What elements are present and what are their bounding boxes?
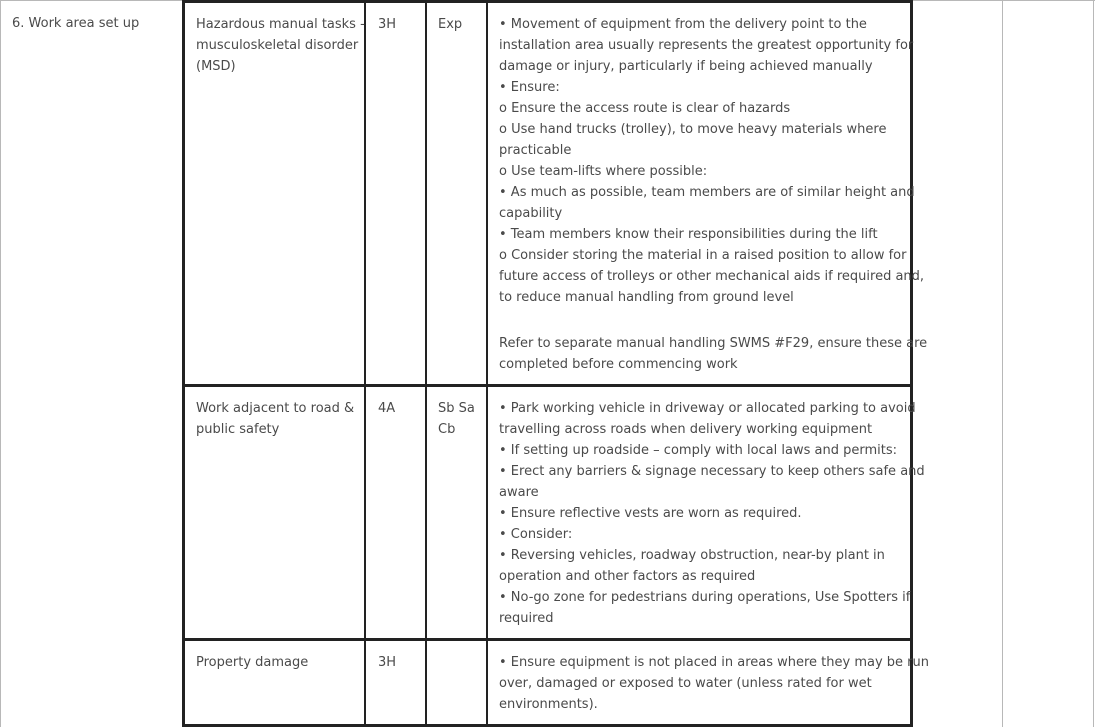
- control-line: o Consider storing the material in a raised position to allow for: [499, 248, 907, 263]
- people-code: Cb: [438, 422, 456, 437]
- control-line: • If setting up roadside – comply with local laws and permits:: [499, 443, 897, 458]
- activity-label: 6. Work area set up: [12, 16, 140, 31]
- control-line: • Ensure equipment is not placed in areas where they may be run: [499, 655, 929, 670]
- row-border-2: [182, 638, 913, 641]
- people-cell: [438, 398, 475, 440]
- risk-cell: [378, 652, 396, 673]
- control-line: practicable: [499, 143, 572, 158]
- hazard-text: Property damage: [196, 655, 309, 670]
- control-line: o Use team-lifts where possible:: [499, 164, 708, 179]
- table-border-right: [1093, 0, 1094, 727]
- table-border-left: [0, 0, 1, 727]
- row-border-top: [182, 0, 913, 3]
- controls-cell: [499, 14, 924, 308]
- risk-rating: 3H: [378, 655, 397, 670]
- control-line: • Reversing vehicles, roadway obstruction, near-by plant in: [499, 548, 885, 563]
- controls-cell: [499, 398, 925, 629]
- control-line: environments).: [499, 697, 598, 712]
- control-line: to reduce manual handling from ground level: [499, 290, 794, 305]
- control-line: • No-go zone for pedestrians during operations, Use Spotters if: [499, 590, 911, 605]
- row-border-1: [182, 384, 913, 387]
- hazard-text: Work adjacent to road &: [196, 401, 355, 416]
- risk-cell: [378, 398, 395, 419]
- hazard-text: musculoskeletal disorder: [196, 38, 359, 53]
- hazard-cell: [196, 398, 354, 440]
- note-line: completed before commencing work: [499, 357, 738, 372]
- block-border-left: [182, 0, 185, 727]
- hazard-text: (MSD): [196, 59, 236, 74]
- control-line: • Erect any barriers & signage necessary to keep others safe and: [499, 464, 925, 479]
- risk-rating: 4A: [378, 401, 396, 416]
- control-line: required: [499, 611, 554, 626]
- control-line: operation and other factors as required: [499, 569, 756, 584]
- risk-rating: 3H: [378, 17, 397, 32]
- control-line: over, damaged or exposed to water (unless rated for wet: [499, 676, 872, 691]
- hazard-text: Hazardous manual tasks -: [196, 17, 365, 32]
- column-divider-people: [486, 0, 488, 727]
- control-line: installation area usually represents the greatest opportunity for: [499, 38, 914, 53]
- control-line: • Ensure reflective vests are worn as required.: [499, 506, 802, 521]
- people-cell: [438, 14, 462, 35]
- note-line: Refer to separate manual handling SWMS #F29, ensure these are: [499, 336, 928, 351]
- control-line: o Ensure the access route is clear of hazards: [499, 101, 791, 116]
- column-divider-hazard: [364, 0, 366, 727]
- control-line: aware: [499, 485, 539, 500]
- hazard-text: public safety: [196, 422, 280, 437]
- people-code: Exp: [438, 17, 463, 32]
- control-line: • Ensure:: [499, 80, 560, 95]
- control-line: • Consider:: [499, 527, 573, 542]
- control-line: • Team members know their responsibilities during the lift: [499, 227, 878, 242]
- column-divider: [1002, 0, 1003, 727]
- control-line: • Movement of equipment from the delivery point to the: [499, 17, 867, 32]
- people-code: Sb Sa: [438, 401, 475, 416]
- control-line: future access of trolleys or other mechanical aids if required and,: [499, 269, 925, 284]
- control-line: • Park working vehicle in driveway or allocated parking to avoid: [499, 401, 916, 416]
- column-divider-risk: [425, 0, 427, 727]
- control-line: damage or injury, particularly if being achieved manually: [499, 59, 873, 74]
- control-line: o Use hand trucks (trolley), to move heavy materials where: [499, 122, 887, 137]
- controls-note: [499, 333, 927, 375]
- activity-cell: [12, 13, 139, 34]
- risk-cell: [378, 14, 396, 35]
- controls-cell: [499, 652, 929, 715]
- control-line: capability: [499, 206, 563, 221]
- control-line: travelling across roads when delivery working equipment: [499, 422, 873, 437]
- hazard-cell: [196, 14, 365, 77]
- hazard-cell: [196, 652, 308, 673]
- control-line: • As much as possible, team members are of similar height and: [499, 185, 915, 200]
